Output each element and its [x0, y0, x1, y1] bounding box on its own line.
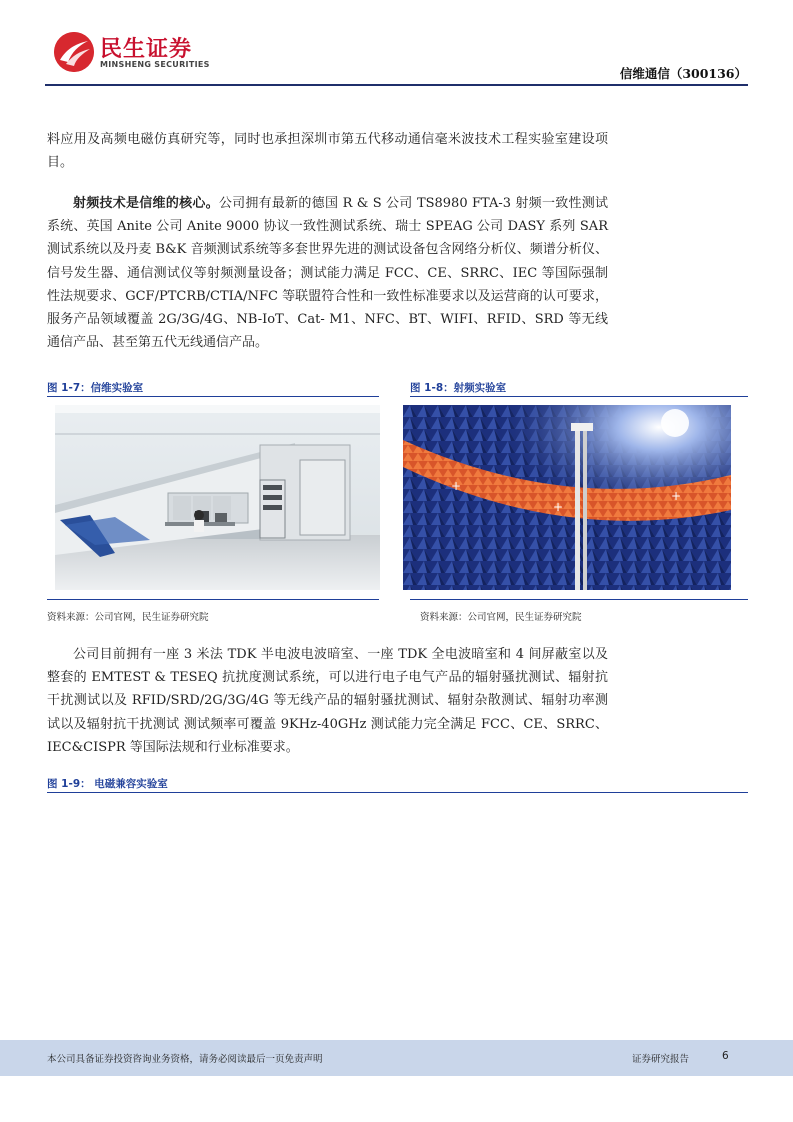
figure-1-7-bottom-rule	[47, 599, 379, 600]
minsheng-logo	[54, 30, 210, 74]
logo-chinese-name: 民生证券	[100, 37, 193, 62]
minsheng-logo-icon	[54, 32, 94, 72]
paragraph-lab-projects: 料应用及高频电磁仿真研究等，同时也承担深圳市第五代移动通信毫米波技术工程实验室建设项目。	[47, 132, 608, 171]
paragraph-emc-lab: 公司目前拥有一座 3 米法 TDK 半电波电波暗室、一座 TDK 全电波暗室和 4 间屏蔽室以及整套的 EMTEST & TESEQ 抗扰度测试系统，可以进行电子电气产品的辐射骚扰测试、辐射抗干扰测试以及 RFID/SRD/2G/3G/4G 等无线产品的辐射骚扰测试、辐射杂散测试、辐射功率测试以及辐射抗干扰测试 测试频率可覆盖 9KHz-40GHz 测试能力完全满足 FCC、CE、SRRC、IEC&CISPR 等国际法规和行业标准要求。	[47, 647, 608, 755]
figure-1-8-bottom-rule	[410, 599, 748, 600]
header-rule	[45, 84, 748, 86]
footer-report-type: 证券研究报告	[632, 1054, 690, 1065]
figure-1-8-top-rule	[410, 396, 748, 397]
svg-text:+: +	[671, 489, 682, 503]
figure-1-7-title: 图 1-7：信维实验室	[47, 382, 144, 394]
figure-1-9-title: 图 1-9： 电磁兼容实验室	[47, 778, 168, 790]
figure-1-7-photo-lab	[55, 405, 380, 590]
figure-1-8-photo-anechoic	[403, 405, 731, 590]
figure-1-7-top-rule	[47, 396, 379, 397]
paragraph-rf-lead: 射频技术是信维的核心。	[73, 196, 219, 211]
page-number: 6	[722, 1050, 729, 1062]
company-ticker: 信维通信（300136）	[619, 66, 747, 81]
svg-text:+: +	[553, 500, 564, 514]
page-header	[0, 0, 793, 90]
paragraph-rf-core	[47, 192, 608, 354]
logo-english-name: MINSHENG SECURITIES	[100, 60, 210, 69]
footer-disclaimer: 本公司具备证券投资咨询业务资格，请务必阅读最后一页免责声明	[47, 1054, 323, 1065]
figure-1-9-top-rule	[47, 792, 748, 793]
figure-1-8-title: 图 1-8：射频实验室	[410, 382, 507, 394]
page-footer	[0, 1040, 793, 1076]
svg-text:+: +	[451, 479, 462, 493]
paragraph-rf-body: 公司拥有最新的德国 R & S 公司 TS8980 FTA-3 射频一致性测试系统、英国 Anite 公司 Anite 9000 协议一致性测试系统、瑞士 SPEAG 公司 DASY 系列 SAR 测试系统以及丹麦 B&K 音频测试系统等多套世界先进的测试设备包含网络分析仪、频谱分析仪、信号发生器、通信测试仪等射频测量设备；测试能力满足 FCC、CE、SRRC、IEC 等国际强制性法规要求、GCF/PTCRB/CTIA/NFC 等联盟符合性和一致性标准要求以及运营商的认可要求，服务产品领域覆盖 2G/3G/4G、NB-IoT、Cat- M1、NFC、BT、WIFI、RFID、SRD 等无线通信产品、甚至第五代无线通信产品。	[47, 196, 608, 351]
figure-1-7-source: 资料来源：公司官网，民生证券研究院	[47, 612, 209, 623]
figure-1-8-source: 资料来源：公司官网，民生证券研究院	[420, 612, 582, 623]
